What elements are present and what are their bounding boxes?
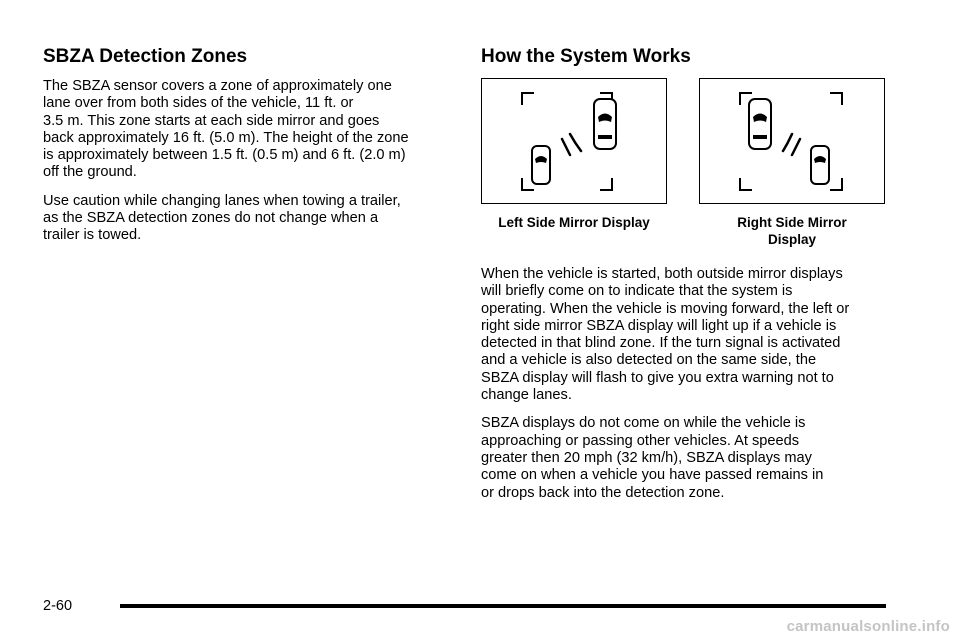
how-system-works-body — [481, 266, 891, 513]
page-number: 2-60 — [43, 598, 73, 614]
paragraph: The SBZA sensor covers a zone of approximately one lane over from both sides of the vehicle, 11 ft. or 3.5 m. This zone starts at each side mirror and goes back approximately 16 ft. (5.0 m). The height of the zone is approximately between 1.5 ft. (0.5 m) and 6 ft. (2.0 m) off the ground. — [43, 78, 409, 181]
detected-vehicle-icon — [811, 146, 829, 184]
right-mirror-display-figure — [699, 78, 885, 204]
left-mirror-display-figure — [481, 78, 667, 204]
paragraph: Use caution while changing lanes when towing a trailer, as the SBZA detection zones do not change when a trailer is towed. — [43, 192, 401, 244]
footer-divider — [120, 604, 886, 608]
corner-bracket — [830, 178, 842, 190]
corner-bracket — [522, 93, 534, 105]
right-mirror-diagram — [700, 79, 883, 202]
watermark: carmanualsonline.info — [786, 618, 950, 635]
paragraph: When the vehicle is started, both outside mirror displays will briefly come on to indicate that the system is operating. When the vehicle is moving forward, the left or right side mirror SBZA display will light up if a vehicle is detected in that blind zone. If the turn signal is activated and a vehicle is also detected on the same side, the SBZA display will flash to give you extra warning not to change lanes. — [481, 266, 850, 404]
section-heading-detection-zones: SBZA Detection Zones — [43, 46, 248, 67]
section-heading-how-system-works: How the System Works — [481, 46, 691, 67]
left-mirror-caption: Left Side Mirror Display — [498, 215, 650, 230]
detection-waves-icon — [783, 134, 800, 155]
detection-waves-icon — [562, 134, 581, 155]
left-mirror-diagram — [482, 79, 665, 202]
detection-zones-body — [43, 78, 453, 256]
right-mirror-caption: Right Side Mirror Display — [737, 215, 847, 247]
paragraph: SBZA displays do not come on while the vehicle is approaching or passing other vehicles. At speeds greater then 20 mph (32 km/h), SBZA displays may come on when a vehicle you have passed remains in or drops back into the detection zone. — [481, 415, 824, 501]
host-vehicle-icon — [594, 99, 616, 149]
host-vehicle-icon — [749, 99, 771, 149]
corner-bracket — [830, 93, 842, 105]
corner-bracket — [740, 178, 752, 190]
detected-vehicle-icon — [532, 146, 550, 184]
corner-bracket — [600, 178, 612, 190]
